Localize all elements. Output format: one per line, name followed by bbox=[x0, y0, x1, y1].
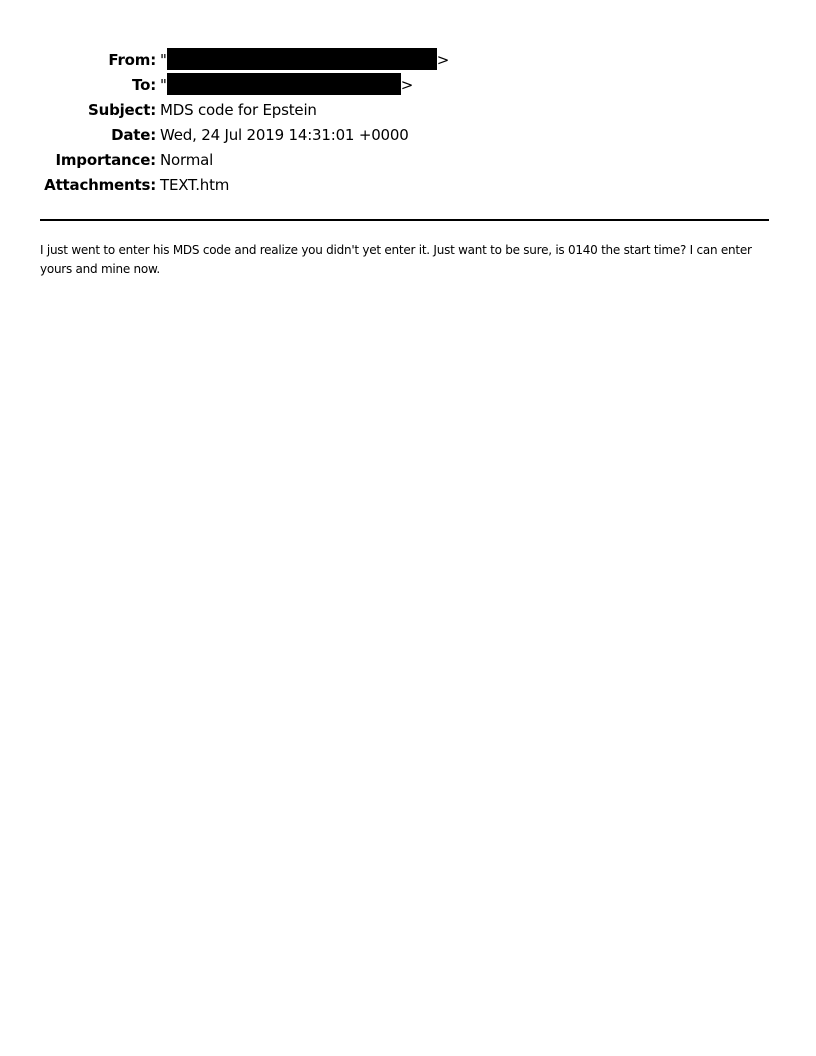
to-quote: " bbox=[160, 76, 167, 94]
header-divider bbox=[40, 219, 769, 221]
date-row bbox=[0, 123, 816, 148]
importance-row bbox=[0, 148, 816, 173]
attachments-row bbox=[0, 173, 816, 198]
subject-value: MDS code for Epstein bbox=[160, 101, 317, 119]
email-body: I just went to enter his MDS code and realize you didn't yet enter it. Just want to be sure, is 0140 the start time? I can enter yours and mine now. bbox=[40, 243, 752, 276]
to-bracket: > bbox=[400, 76, 414, 94]
subject-row bbox=[0, 98, 816, 123]
from-value bbox=[160, 48, 449, 73]
attachments-label: Attachments: bbox=[44, 176, 156, 194]
to-value bbox=[160, 73, 413, 98]
redacted-from-address bbox=[167, 48, 437, 70]
date-label: Date: bbox=[111, 126, 156, 144]
from-label: From: bbox=[108, 51, 156, 69]
from-quote: " bbox=[160, 51, 167, 69]
date-value: Wed, 24 Jul 2019 14:31:01 +0000 bbox=[160, 126, 409, 144]
importance-label: Importance: bbox=[55, 151, 156, 169]
from-bracket: > bbox=[436, 51, 450, 69]
from-row bbox=[0, 48, 816, 73]
importance-value: Normal bbox=[160, 151, 214, 169]
email-header bbox=[0, 48, 816, 198]
to-label: To: bbox=[132, 76, 156, 94]
redacted-to-address bbox=[167, 73, 401, 95]
to-row bbox=[0, 73, 816, 98]
subject-label: Subject: bbox=[88, 101, 156, 119]
attachments-value: TEXT.htm bbox=[160, 176, 230, 194]
